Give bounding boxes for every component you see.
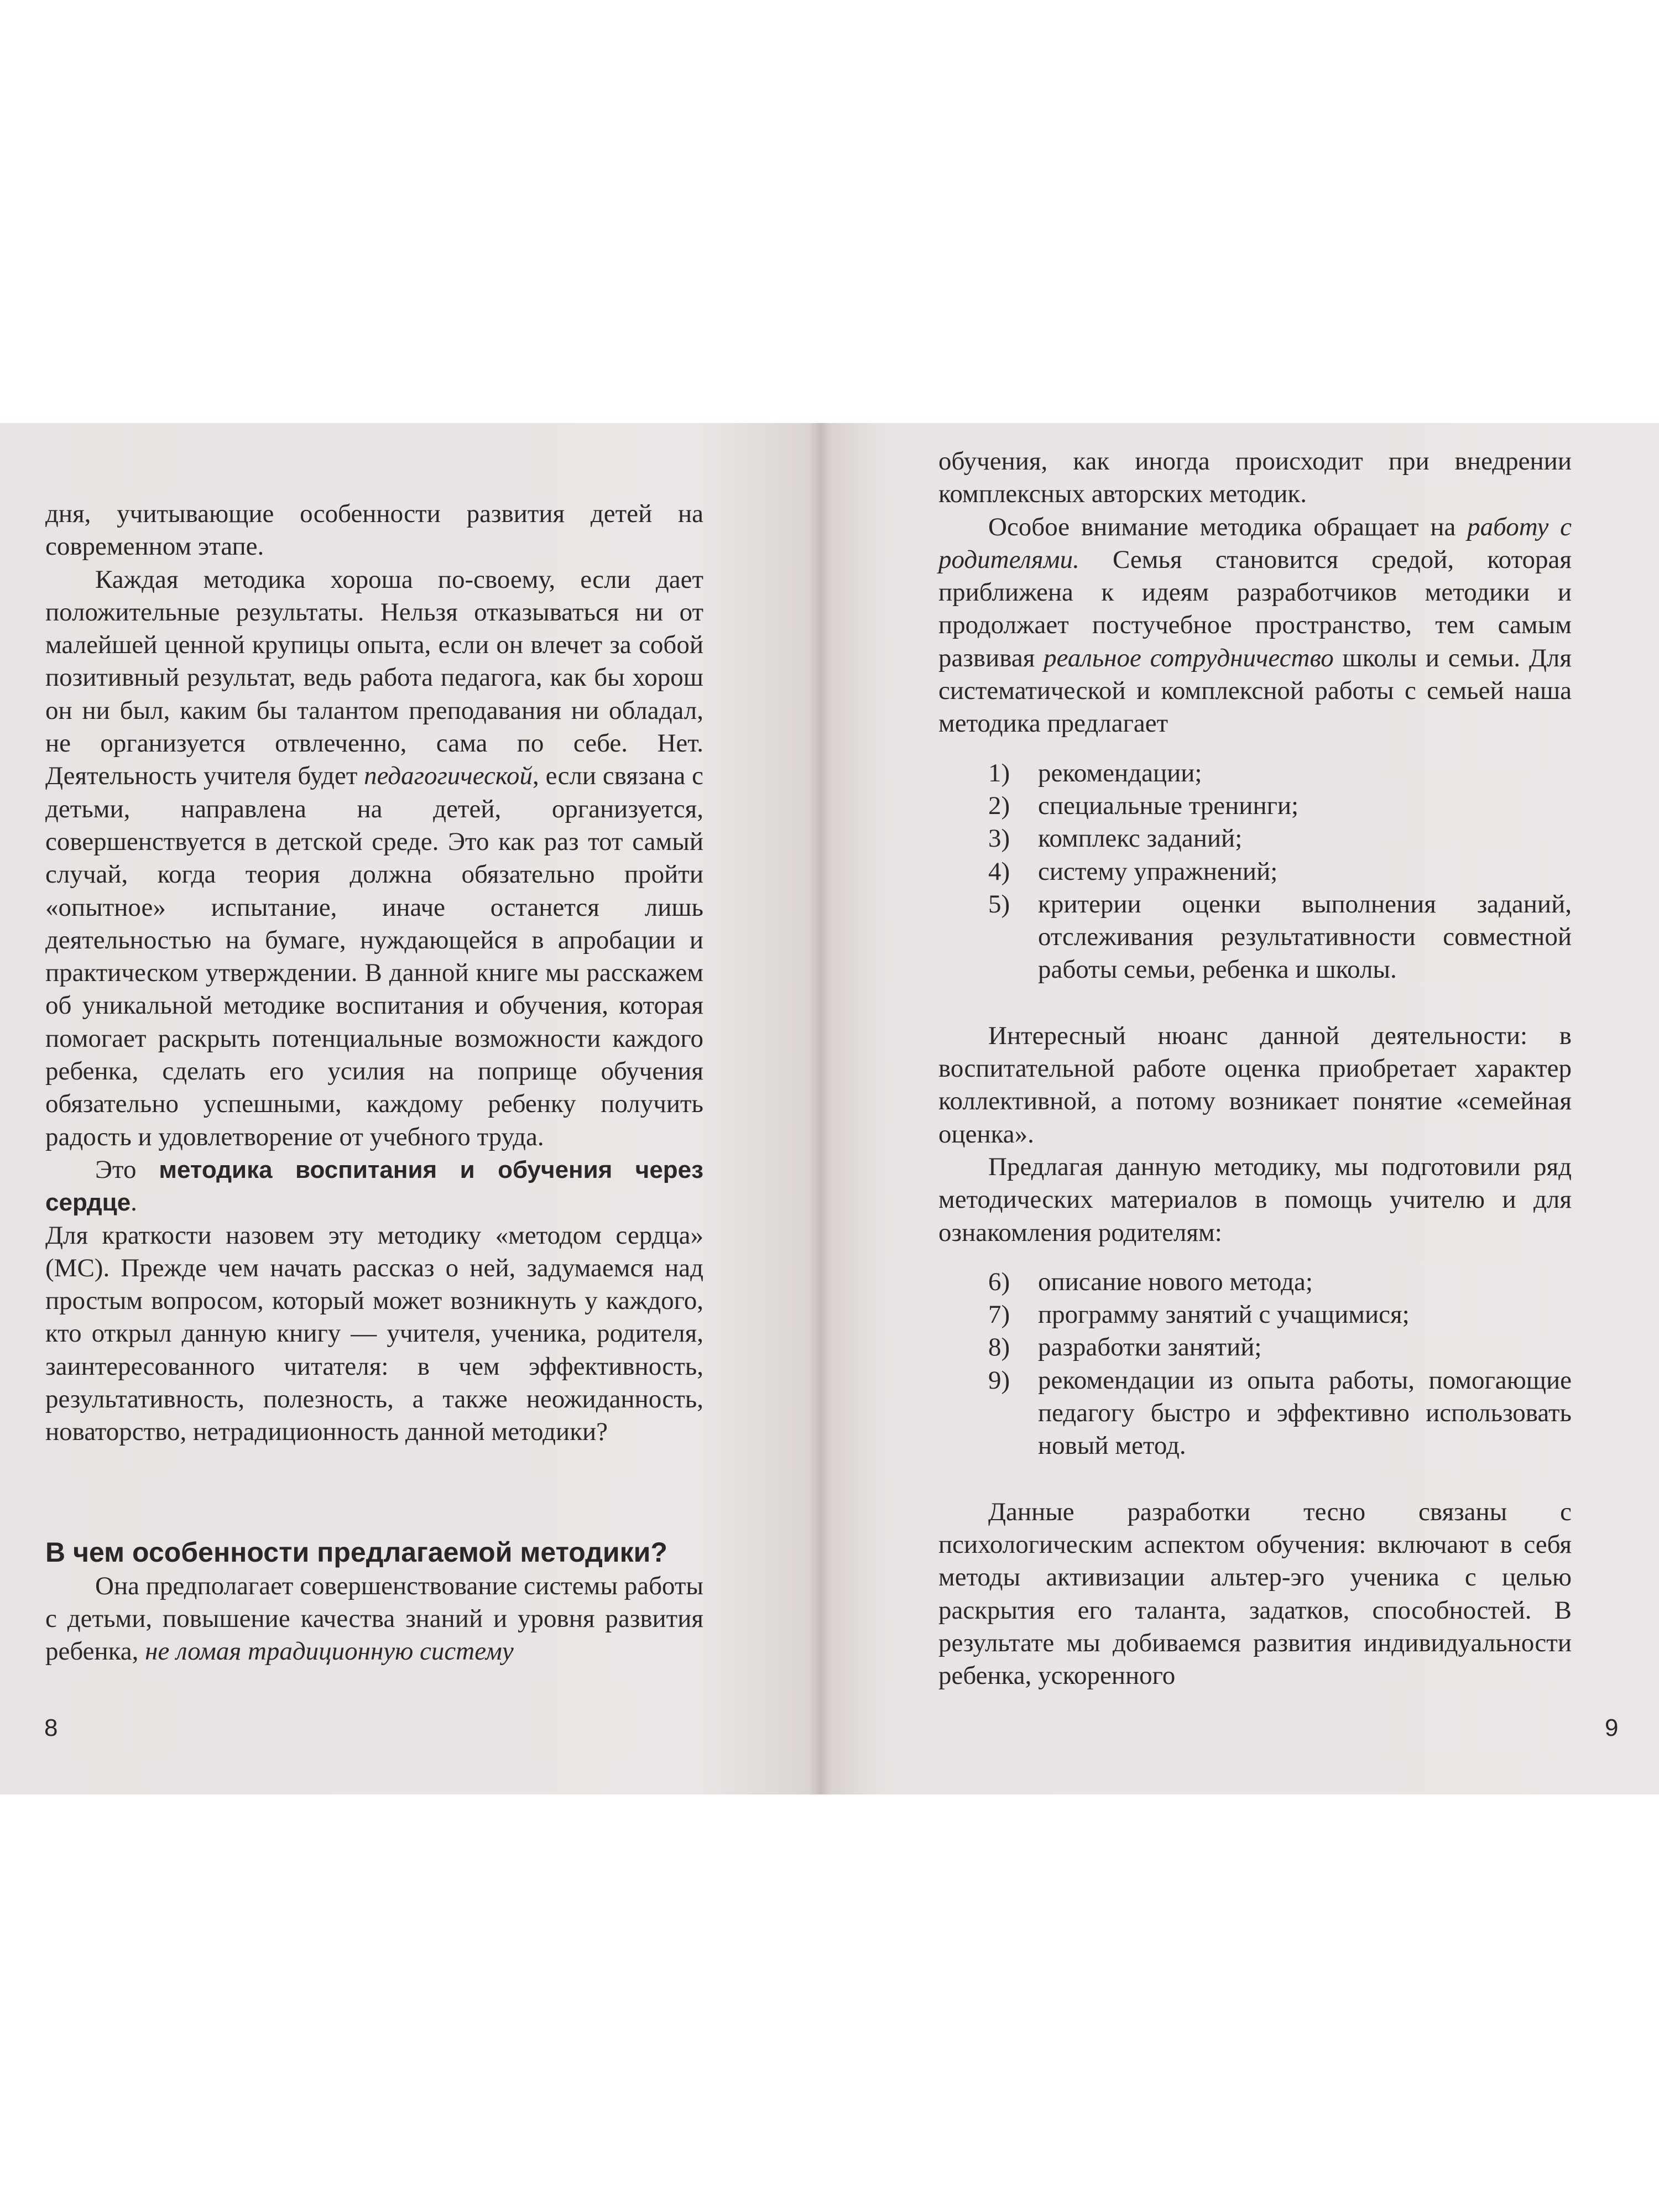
materials-list	[938, 1266, 1572, 1463]
paragraph: Это методика воспитания и обучения через сердце.	[45, 1155, 704, 1217]
paragraph: обучения, как иногда происходит при внедрении комплексных авторских методик.	[938, 447, 1572, 509]
list-item: 2) специальные тренинги;	[988, 791, 1299, 820]
list-item: 9) рекомендации из опыта работы, помогающие педагогу быстро и эффективно использовать новый метод.	[988, 1365, 1572, 1460]
list-item: 8) разработки занятий;	[988, 1333, 1262, 1362]
paragraph: Каждая методика хороша по-своему, если дает положительные результаты. Нельзя отказываться ни от малейшей ценной крупицы опыта, если он влечет за собой позитивный результат, ведь работа педагога, как бы хорош он ни был, каким бы талантом преподавания ни обладал, не организуется отвлеченно, сама по себе. Нет. Деятельность учителя будет педагогической, если связана с детьми, направлена на детей, организуется, совершенствуется в детской среде. Это как раз тот самый случай, когда теория должна обязательно пройти «опытное» испытание, иначе останется лишь деятельностью на бумаге, нуждающейся в апробации и практическом утверждении. В данной книге мы расскажем об уникальной методике воспитания и обучения, которая помогает раскрыть потенциальные возможности каждого ребенка, сделать его усилия на поприще обучения обязательно успешными, каждому ребенку получить радость и удовлетворение от учебного труда.	[45, 565, 703, 1151]
italic-term: реальное сотрудничество	[1044, 643, 1334, 672]
bold-term: методика воспитания и обучения через сердце	[45, 1156, 704, 1217]
list-item: 5) критерии оценки выполнения заданий, отслеживания результативности совместной работы семьи, ребенка и школы.	[988, 889, 1572, 984]
book-gutter	[808, 423, 831, 1794]
recommendations-list	[938, 757, 1572, 987]
list-item: 3) комплекс заданий;	[988, 824, 1243, 853]
right-page	[820, 423, 1659, 1794]
paragraph: Интересный нюанс данной деятельности: в воспитательной работе оценка приобретает характер коллективной, а потому возникает понятие «семейная оценка».	[938, 1021, 1572, 1149]
paragraph: дня, учитывающие особенности развития детей на современном этапе.	[45, 499, 703, 561]
paragraph: Для краткости назовем эту методику «методом сердца» (МС). Прежде чем начать рассказ о ней, задумаемся над простым вопросом, который может возникнуть у каждого, кто открыл данную книгу — учителя, ученика, родителя, заинтересованного читателя: в чем эффективность, результативность, полезность, а также неожиданность, новаторство, нетрадиционность данной методики?	[45, 1220, 703, 1447]
list-item: 1) рекомендации;	[988, 758, 1202, 787]
page-number: 9	[1605, 1714, 1619, 1741]
right-page-text	[938, 445, 1572, 1692]
section-heading: В чем особенности предлагаемой методики?	[45, 1536, 667, 1568]
list-item: 4) систему упражнений;	[988, 857, 1278, 886]
left-page-text	[45, 498, 703, 1668]
italic-term: педагогической	[364, 761, 533, 791]
italic-term: не ломая традиционную систему	[145, 1637, 514, 1666]
paragraph: Данные разработки тесно связаны с психологическим аспектом обучения: включают в себя методы активизации альтер-эго ученика с целью раскрытия его таланта, задатков, способностей. В результате мы добиваемся развития индивидуальности ребенка, ускоренного	[938, 1497, 1572, 1691]
left-page	[0, 423, 820, 1794]
list-item: 7) программу занятий с учащимися;	[988, 1300, 1410, 1329]
italic-term: работу с родителями.	[938, 512, 1572, 574]
paragraph: Особое внимание методика обращает на работу с родителями. Семья становится средой, которая приближена к идеям разработчиков методики и продолжает постучебное пространство, тем самым развивая реальное сотрудничество школы и семьи. Для систематической и комплексной работы с семьей наша методика предлагает	[938, 512, 1572, 738]
page-number: 8	[44, 1714, 58, 1741]
paragraph: Предлагая данную методику, мы подготовили ряд методических материалов в помощь учителю и для ознакомления родителям:	[938, 1152, 1572, 1247]
paragraph: Она предполагает совершенствование системы работы с детьми, повышение качества знаний и уровня развития ребенка, не ломая традиционную систему	[45, 1571, 703, 1666]
list-item: 6) описание нового метода;	[988, 1267, 1313, 1296]
